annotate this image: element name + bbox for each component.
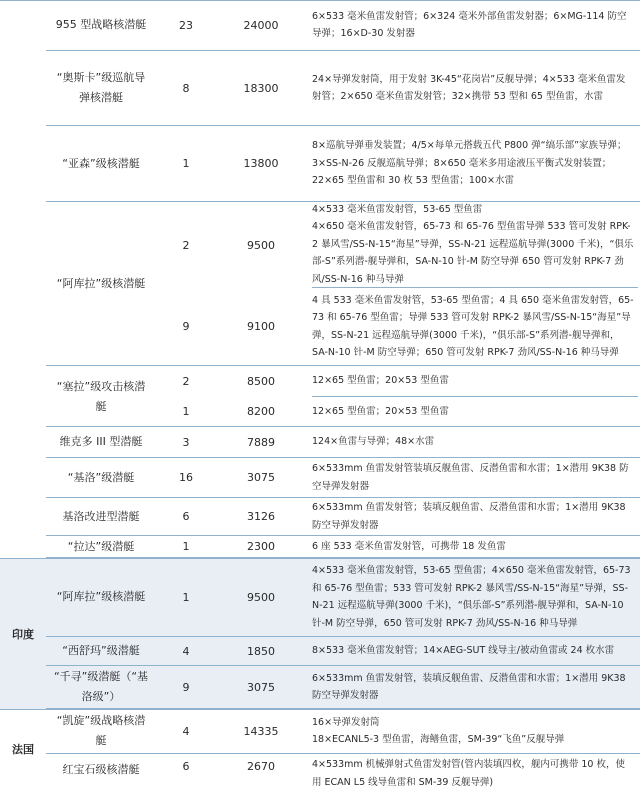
armament-text: 24×导弹发射筒，用于发射 3K-45“花岗岩”反舰导弹；4×533 毫米鱼雷发射管；2×650 毫米鱼雷发射管；32×携带 53 型和 65 型鱼雷，水雷 [312,73,626,102]
armament-cell [312,288,638,365]
displacement-cell: 2670 [247,760,275,773]
armament-text: 12×65 型鱼雷；20×53 型鱼雷 [312,405,449,417]
sub-name-cell: “千寻”级潜艇（“基洛级”） [53,670,149,703]
count-cell: 1 [182,590,190,604]
displacement-cell: 7889 [247,435,275,449]
count-cell: 9 [182,320,190,333]
sub-name-cell: 基洛改进型潜艇 [62,509,140,523]
armament-cell [312,666,638,708]
sub-name-cell: “亚森”级核潜艇 [62,156,140,170]
table-row [46,536,640,558]
armament-text: 8×533 毫米鱼雷发射管；14×AEG-SUT 线导主/被动鱼雷或 24 枚水雷 [312,645,615,657]
armament-text: 12×65 型鱼雷；20×53 型鱼雷 [312,375,449,387]
displacement-cell: 14335 [243,724,279,738]
displacement-cell: 3126 [247,510,275,523]
table-row [46,458,640,498]
count-cell: 6 [182,760,190,773]
armament-cell [312,126,638,201]
displacement-cell: 3075 [247,471,275,484]
displacement-cell: 3075 [247,680,275,694]
displacement-cell: 9100 [247,320,275,333]
count-cell: 1 [182,405,190,418]
sub-name-cell: 维克多 III 型潜艇 [59,435,143,448]
count-cell: 3 [182,435,190,449]
displacement-cell: 9500 [247,238,275,252]
count-cell: 1 [182,157,190,170]
displacement-cell: 18300 [243,81,279,95]
armament-cell [312,536,638,557]
armament-cell [312,427,638,457]
sub-name-cell-merged: “塞拉”级攻击核潜艇 [56,379,146,413]
count-cell: 4 [182,644,190,658]
displacement-cell: 24000 [243,18,279,32]
count-cell: 6 [182,510,190,523]
armament-cell [312,0,638,50]
armament-cell [312,202,638,288]
sub-name-cell: 红宝石级核潜艇 [62,763,140,776]
displacement-cell: 9500 [247,590,275,604]
armament-cell [312,754,638,794]
table-row [46,427,640,458]
section-divider [0,558,640,559]
armament-text: 16×导弹发射筒 18×ECANL5-3 型鱼雷，海鳝鱼雷，SM-39“飞鱼”反舰导弹 [312,716,565,745]
table-row [46,126,640,202]
armament-text: 124×鱼雷与导弹；48×水雷 [312,436,435,448]
count-cell: 1 [182,540,190,553]
armament-cell [312,637,638,665]
count-cell: 4 [182,724,190,738]
armament-text: 4 具 533 毫米鱼雷发射管，53-65 型鱼雷；4 具 650 毫米鱼雷发射管，65-73 和 65-76 型鱼雷；导弹 533 管可发射 RPK-2 暴风雪/SS-N-15“海星”导弹，SS-N-21 远程巡航导弹(3000 千米)，“俱乐部-S”系列潜-舰导弹和，SA-N-10 针-M 防空导弹；650 管可发射 RPK-7 劲风/SS-N-16 种马导弹 [312,294,634,358]
armament-text: 6×533mm 鱼雷发射管，装填反舰鱼雷、反潜鱼雷和水雷；1×潜用 9K38 防空导弹发射器 [312,672,626,701]
armament-cell [312,51,638,125]
armament-cell [312,498,638,535]
sub-name-cell: “基洛”级潜艇 [67,470,135,484]
armament-text: 6×533mm 鱼雷发射管装填反舰鱼雷、反潜鱼雷和水雷；1×潜用 9K38 防空导弹发射器 [312,463,629,492]
sub-name-cell: “凯旋”级战略核潜艇 [56,714,146,747]
armament-text: 4×533 毫米鱼雷发射管，53-65 型鱼雷 4×650 毫米鱼雷发射管，65-73 和 65-76 型鱼雷导弹 533 管可发射 RPK-2 暴风雪/SS-N-15“海星”导弹，SS-N-21 远程巡航导弹(3000 千米)，“俱乐部-S”系列潜-舰导弹和，SA-N-10 针-M 防空导弹 650 管可发射 RPK-7 劲风/SS-N-16 种马导弹 [312,203,634,285]
count-cell: 23 [179,18,193,32]
table-row [46,666,640,709]
table-row [46,709,640,754]
table-row [46,558,640,637]
sub-name-cell: 955 型战略核潜艇 [55,18,147,31]
armament-text: 6×533 毫米鱼雷发射管；6×324 毫米外部鱼雷发射器；6×MG-114 防空导弹；16×D-30 发射器 [312,10,627,39]
country-france-cell: 法国 [12,743,34,756]
armament-text: 4×533mm 机械弹射式鱼雷发射管(管内装填四枚，舰内可携带 10 枚，使用 ECAN L5 线导鱼雷和 SM-39 反舰导弹) [312,759,625,788]
displacement-cell: 8500 [247,375,275,388]
displacement-cell: 1850 [247,644,275,658]
table-row [46,754,640,794]
count-cell: 8 [182,81,190,95]
armament-cell [312,458,638,497]
sub-name-cell-merged: “阿库拉”级核潜艇 [56,277,146,290]
armament-text: 6 座 533 毫米鱼雷发射管，可携带 18 发鱼雷 [312,540,506,552]
count-cell: 9 [182,680,190,694]
armament-text: 4×533 毫米鱼雷发射管，53-65 型鱼雷；4×650 毫米鱼雷发射管，65-73 和 65-76 型鱼雷；533 管可发射 RPK-2 暴风雪/SS-N-15“海星”导弹，SS-N-21 远程巡航导弹(3000 千米)，“俱乐部-S”系列潜-舰导弹和，SA-N-10 针-M 防空导弹，650 管可发射 RPK-7 劲风/SS-N-16 种马导弹 [312,565,631,629]
armament-cell [312,558,638,636]
sub-name-cell: “阿库拉”级核潜艇 [56,590,146,603]
table-row [46,51,640,126]
count-cell: 2 [182,375,190,388]
armament-text: 8×巡航导弹垂发装置；4/5×每单元搭载五代 P800 弹“缟乐部”家族导弹；3×SS-N-26 反舰巡航导弹；8×650 毫米多用途液压平衡式发射装置；22×65 型鱼雷和 30 枚 53 型鱼雷；100×水雷 [312,140,627,187]
armament-text: 6×533mm 鱼雷发射管；装填反舰鱼雷、反潜鱼雷和水雷；1×潜用 9K38 防空导弹发射器 [312,502,626,531]
country-india-cell: 印度 [0,558,46,709]
displacement-cell: 13800 [243,157,279,170]
table-row [46,0,640,51]
sub-name-cell: “西舒玛”级潜艇 [62,644,140,657]
sub-name-cell: “奥斯卡”级巡航导弹核潜艇 [56,71,146,104]
armament-cell [312,397,638,426]
armament-cell [312,709,638,753]
count-cell: 16 [179,471,193,484]
table-row [46,637,640,666]
displacement-cell: 2300 [247,540,275,553]
armament-cell [312,366,638,397]
displacement-cell: 8200 [247,405,275,418]
table-row [46,498,640,536]
count-cell: 2 [182,238,190,252]
sub-name-cell: “拉达”级潜艇 [67,539,135,553]
